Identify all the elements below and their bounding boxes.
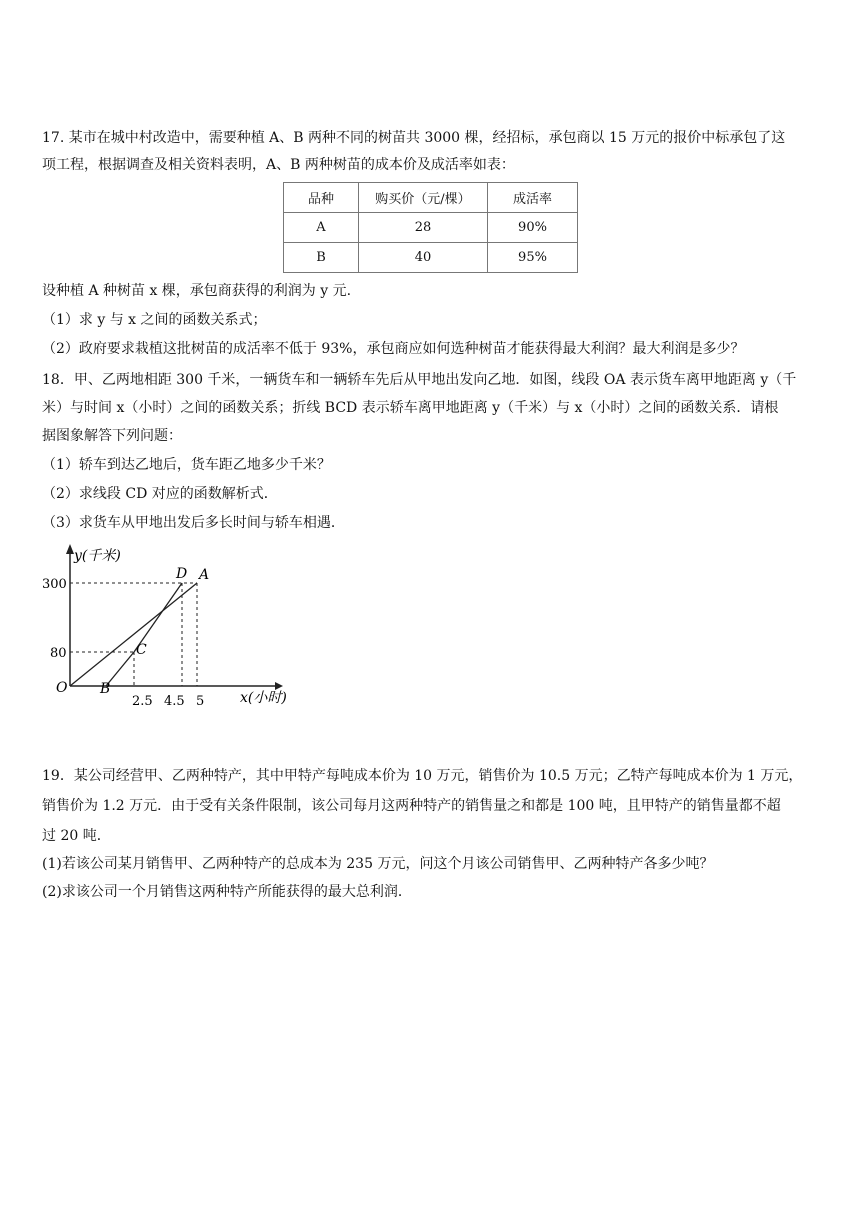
point-label-O: O	[56, 680, 68, 696]
q18-sub-1: （1）轿车到达乙地后，货车距乙地多少千米？	[42, 457, 331, 473]
x-tick-5: 5	[196, 694, 205, 709]
q19-line-2: 销售价为 1.2 万元．由于受有关条件限制，该公司每月这两种特产的销售量之和都是 100 吨，且甲特产的销售量都不超	[42, 798, 781, 814]
q19-sub-1: (1)若该公司某月销售甲、乙两种特产的总成本为 235 万元，问这个月该公司销售甲、乙两种特产各多少吨？	[42, 856, 714, 872]
table-cell: 90%	[488, 213, 578, 243]
point-label-D: D	[176, 566, 188, 582]
seedling-table	[283, 182, 578, 273]
q18-distance-time-graph	[40, 540, 300, 710]
y-tick-80: 80	[50, 646, 67, 661]
x-axis-label: x(小时)	[240, 690, 287, 706]
table-cell: B	[284, 243, 359, 273]
y-axis-arrow-icon	[66, 544, 74, 554]
table-cell: 40	[359, 243, 488, 273]
q17-line-2: 项工程，根据调查及相关资料表明，A、B 两种树苗的成本价及成活率如表：	[42, 157, 515, 173]
table-header-cell: 品种	[284, 183, 359, 213]
question-18	[42, 368, 822, 535]
point-label-B: B	[100, 681, 111, 697]
q17-after-table	[42, 279, 822, 361]
q18-line-2: 米）与时间 x（小时）之间的函数关系；折线 BCD 表示轿车离甲地距离 y（千米）与 x（小时）之间的函数关系．请根	[42, 400, 779, 416]
table-cell: A	[284, 213, 359, 243]
q19-sub-2: (2)求该公司一个月销售这两种特产所能获得的最大总利润．	[42, 884, 412, 900]
q17-variable-definition: 设种植 A 种树苗 x 棵，承包商获得的利润为 y 元.	[42, 283, 352, 299]
x-tick-4-5: 4.5	[164, 694, 185, 709]
table-header-row	[284, 183, 578, 213]
x-tick-2-5: 2.5	[132, 694, 153, 709]
q18-sub-2: （2）求线段 CD 对应的函数解析式．	[42, 486, 278, 502]
point-label-A: A	[199, 567, 210, 583]
question-19	[42, 764, 822, 904]
q17-line-1: 17. 某市在城中村改造中，需要种植 A、B 两种不同的树苗共 3000 棵，经招标，承包商以 15 万元的报价中标承包了这	[42, 130, 786, 146]
y-tick-300: 300	[42, 577, 67, 592]
q18-sub-3: （3）求货车从甲地出发后多长时间与轿车相遇．	[42, 515, 345, 531]
table-row	[284, 243, 578, 273]
q17-sub-2: （2）政府要求栽植这批树苗的成活率不低于 93%，承包商应如何选种树苗才能获得最大利润？最大利润是多少？	[42, 341, 745, 357]
table-cell: 28	[359, 213, 488, 243]
point-label-C: C	[136, 642, 147, 658]
x-axis-arrow-icon	[275, 682, 283, 690]
y-axis-label: y(千米)	[74, 548, 121, 564]
question-17	[42, 126, 822, 177]
table-header-cell: 成活率	[488, 183, 578, 213]
q17-sub-1: （1）求 y 与 x 之间的函数关系式；	[42, 312, 267, 328]
table-cell: 95%	[488, 243, 578, 273]
table-header-cell: 购买价（元/棵）	[359, 183, 488, 213]
q18-line-1: 18．甲、乙两地相距 300 千米，一辆货车和一辆轿车先后从甲地出发向乙地．如图，线段 OA 表示货车离甲地距离 y（千	[42, 372, 797, 388]
q18-line-3: 据图象解答下列问题：	[42, 428, 182, 444]
q19-line-3: 过 20 吨．	[42, 828, 111, 844]
q19-line-1: 19．某公司经营甲、乙两种特产，其中甲特产每吨成本价为 10 万元，销售价为 10.5 万元；乙特产每吨成本价为 1 万元，	[42, 768, 803, 784]
table-row	[284, 213, 578, 243]
